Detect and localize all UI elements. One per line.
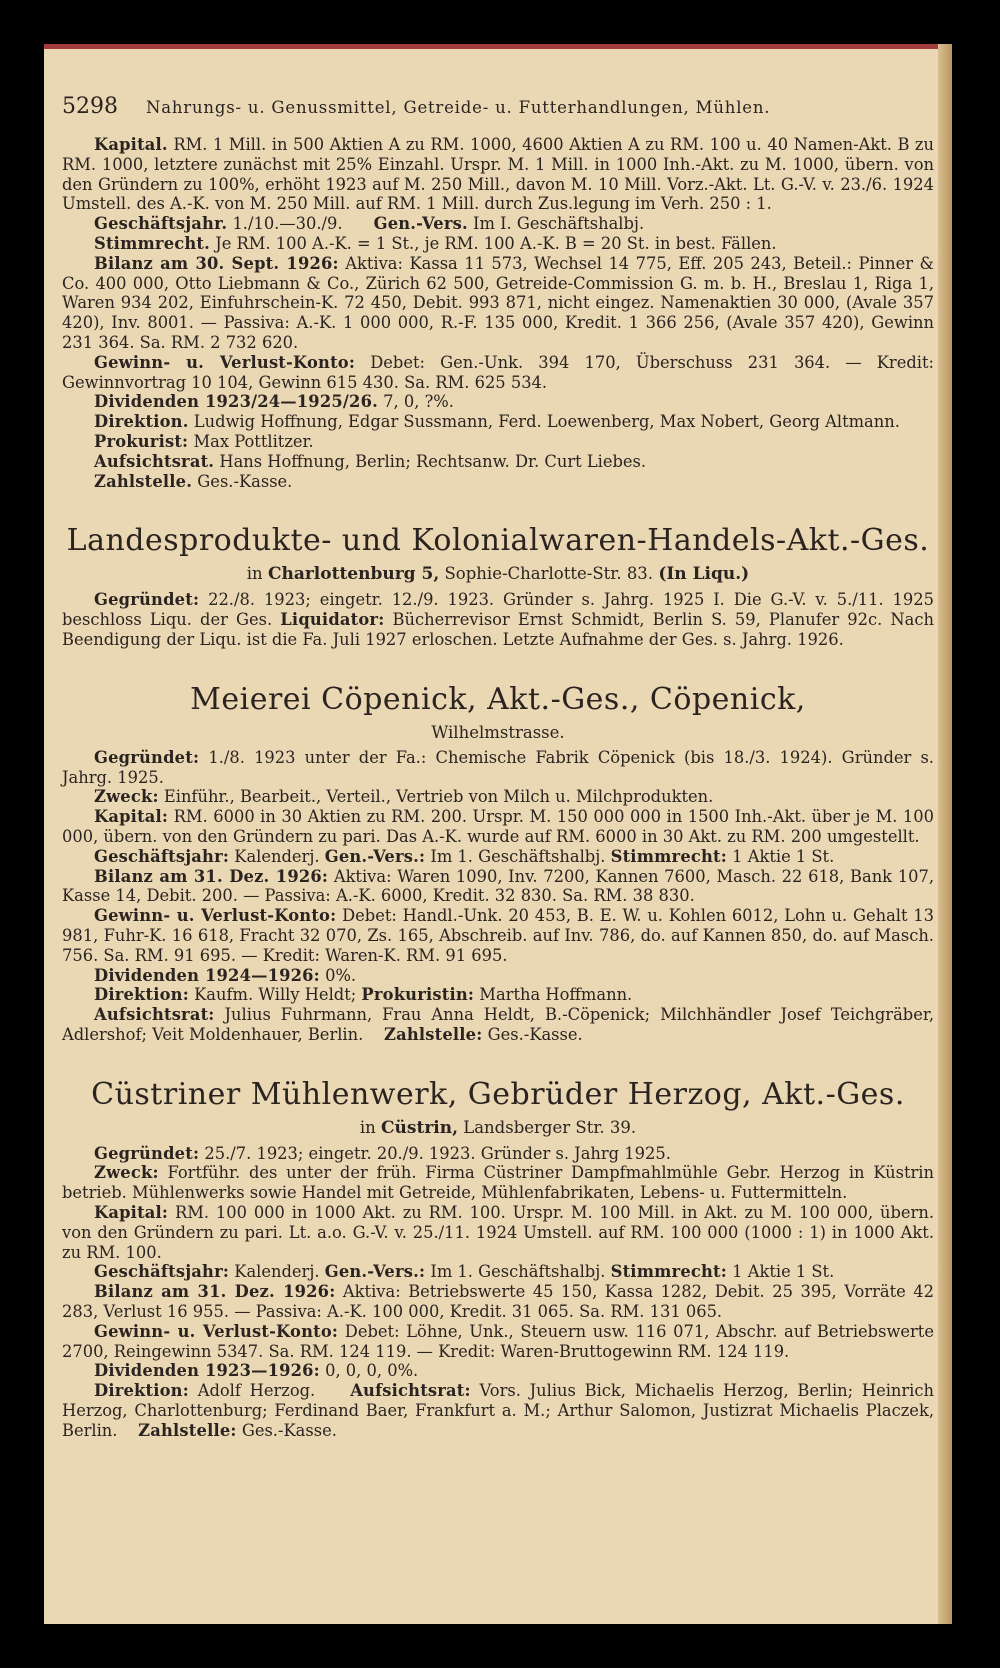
geschaeftsjahr-entry: Geschäftsjahr: Kalenderj. Gen.-Vers.: Im 1. Geschäftshalbj. Stimmrecht: 1 Aktie 1 St.	[94, 1262, 835, 1282]
running-title: Nahrungs- u. Genussmittel, Getreide- u. Futterhandlungen, Mühlen.	[146, 98, 771, 117]
binding-strip	[44, 44, 952, 49]
stimmrecht-entry: Stimmrecht. Je RM. 100 A.-K. = 1 St., je RM. 100 A.-K. B = 20 St. in best. Fällen.	[94, 233, 777, 253]
page-number: 5298	[62, 94, 118, 119]
direktion-entry: Direktion. Ludwig Hoffnung, Edgar Sussmann, Ferd. Loewenberg, Max Nobert, Georg Altmann.	[94, 412, 900, 432]
company-title: Cüstriner Mühlenwerk, Gebrüder Herzog, Akt.-Ges.	[91, 1076, 905, 1112]
company-address: in Charlottenburg 5, Sophie-Charlotte-Str. 83. (In Liqu.)	[246, 564, 750, 585]
guv-entry: Gewinn- u. Verlust-Konto: Debet: Löhne, Unk., Steuern usw. 116 071, Abschr. auf Betriebswerte 2700, Reingewinn 5347. Sa. RM. 124 119. — Kredit: Waren-Bruttogewinn RM. 124 119.	[62, 1321, 934, 1361]
zweck-entry: Zweck: Einführ., Bearbeit., Verteil., Vertrieb von Milch u. Milchprodukten.	[94, 787, 714, 807]
direktion-entry: Direktion: Kaufm. Willy Heldt; Prokuristin: Martha Hoffmann.	[94, 985, 633, 1005]
gegruendet-entry: Gegründet: 22./8. 1923; eingetr. 12./9. 1923. Gründer s. Jahrg. 1925 I. Die G.-V. v. 5./11. 1925 beschloss Liqu. der Ges. Liquidator: Bücherrevisor Ernst Schmidt, Berlin S. 59, Planufer 92c. Nach Beendigung der Liqu. ist die Fa. Juli 1927 erloschen. Letzte Aufnahme der Ges. s. Jahrg. 1926.	[62, 590, 934, 649]
zahlstelle-entry: Zahlstelle. Ges.-Kasse.	[94, 471, 293, 491]
dividenden-entry: Dividenden 1923/24—1925/26. 7, 0, ?%.	[94, 392, 454, 412]
scanned-page	[44, 44, 952, 1624]
aufsichtsrat-entry: Aufsichtsrat. Hans Hoffnung, Berlin; Rechtsanw. Dr. Curt Liebes.	[94, 451, 647, 471]
geschaeftsjahr-entry: Geschäftsjahr. 1./10.—30./9. Gen.-Vers. Im I. Geschäftshalbj.	[94, 214, 645, 234]
company-address: Wilhelmstrasse.	[431, 722, 565, 742]
direktion-entry: Direktion: Adolf Herzog. Aufsichtsrat: Vors. Julius Bick, Michaelis Herzog, Berlin; Heinrich Herzog, Charlottenburg; Ferdinand Baer, Frankfurt a. M.; Arthur Salomon, Justizrat Michaelis Placzek, Berlin. Zahlstelle: Ges.-Kasse.	[62, 1381, 934, 1440]
dividenden-entry: Dividenden 1923—1926: 0, 0, 0, 0%.	[94, 1361, 419, 1381]
page-edge	[938, 44, 952, 1624]
aufsichtsrat-entry: Aufsichtsrat: Julius Fuhrmann, Frau Anna Heldt, B.-Cöpenick; Milchhändler Josef Teichgräber, Adlershof; Veit Moldenhauer, Berlin. Zahlstelle: Ges.-Kasse.	[62, 1005, 934, 1044]
dividenden-entry: Dividenden 1924—1926: 0%.	[94, 965, 357, 985]
company-title: Meierei Cöpenick, Akt.-Ges., Cöpenick,	[190, 681, 806, 717]
zweck-entry: Zweck: Fortführ. des unter der früh. Firma Cüstriner Dampfmahlmühle Gebr. Herzog in Küstrin betrieb. Mühlenwerks sowie Handel mit Getreide, Mühlenfabrikaten, Lebens- u. Futtermitteln.	[62, 1163, 934, 1203]
company-title: Landesprodukte- und Kolonialwaren-Handels-Akt.-Ges.	[66, 523, 930, 559]
company-address: in Cüstrin, Landsberger Str. 39.	[359, 1117, 637, 1138]
geschaeftsjahr-entry: Geschäftsjahr: Kalenderj. Gen.-Vers.: Im 1. Geschäftshalbj. Stimmrecht: 1 Aktie 1 St.	[94, 846, 835, 866]
guv-entry: Gewinn- u. Verlust-Konto: Debet: Gen.-Unk. 394 170, Überschuss 231 364. — Kredit: Gewinnvortrag 10 104, Gewinn 615 430. Sa. RM. 625 534.	[62, 352, 934, 392]
gegruendet-entry: Gegründet: 25./7. 1923; eingetr. 20./9. 1923. Gründer s. Jahrg 1925.	[94, 1143, 671, 1163]
prokurist-entry: Prokurist: Max Pottlitzer.	[94, 431, 314, 451]
bilanz-entry: Bilanz am 30. Sept. 1926: Aktiva: Kassa 11 573, Wechsel 14 775, Eff. 205 243, Beteil.: Pinner & Co. 400 000, Otto Liebmann & Co., Zürich 62 500, Getreide-Commission G. m. b. H., Breslau 1, Riga 1, Waren 934 202, Einfuhrschein-K. 72 450, Debit. 993 871, nicht eingez. Namenaktien 30 000, (Avale 357 420), Inv. 8001. — Passiva: A.-K. 1 000 000, R.-F. 135 000, Kredit. 1 366 256, (Avale 357 420), Gewinn 231 364. Sa. RM. 2 732 620.	[62, 253, 934, 352]
gegruendet-entry: Gegründet: 1./8. 1923 unter der Fa.: Chemische Fabrik Cöpenick (bis 18./3. 1924). Gründer s. Jahrg. 1925.	[62, 747, 934, 787]
bilanz-entry: Bilanz am 31. Dez. 1926: Aktiva: Betriebswerte 45 150, Kassa 1282, Debit. 25 395, Vorräte 42 283, Verlust 16 955. — Passiva: A.-K. 100 000, Kredit. 31 065. Sa. RM. 131 065.	[62, 1282, 934, 1322]
page-content	[62, 94, 934, 1441]
bilanz-entry: Bilanz am 31. Dez. 1926: Aktiva: Waren 1090, Inv. 7200, Kannen 7600, Masch. 22 618, Bank 107, Kasse 14, Debit. 200. — Passiva: A.-K. 6000, Kredit. 32 830. Sa. RM. 38 830.	[62, 866, 934, 906]
guv-entry: Gewinn- u. Verlust-Konto: Debet: Handl.-Unk. 20 453, B. E. W. u. Kohlen 6012, Lohn u. Gehalt 13 981, Fuhr-K. 16 618, Fracht 32 070, Zs. 165, Abschreib. auf Inv. 786, do. auf Kannen 850, do. auf Masch. 756. Sa. RM. 91 695. — Kredit: Waren-K. RM. 91 695.	[62, 906, 934, 965]
running-header	[62, 94, 934, 119]
kapital-entry: Kapital: RM. 100 000 in 1000 Akt. zu RM. 100. Urspr. M. 100 Mill. in Akt. zu M. 100 000, übern. von den Gründern zu pari. Lt. a.o. G.-V. v. 25./11. 1924 Umstell. auf RM. 100 000 (1000 : 1) in 1000 Akt. zu RM. 100.	[62, 1203, 934, 1262]
kapital-entry: Kapital. RM. 1 Mill. in 500 Aktien A zu RM. 1000, 4600 Aktien A zu RM. 100 u. 40 Namen-Akt. B zu RM. 1000, letztere zunächst mit 25% Einzahl. Urspr. M. 1 Mill. in 1000 Inh.-Akt. zu M. 1000, übern. von den Gründern zu 100%, erhöht 1923 auf M. 250 Mill., davon M. 10 Mill. Vorz.-Akt. Lt. G.-V. v. 23./6. 1924 Umstell. des A.-K. von M. 250 Mill. auf RM. 1 Mill. durch Zus.legung im Verh. 250 : 1.	[62, 135, 934, 214]
kapital-entry: Kapital: RM. 6000 in 30 Aktien zu RM. 200. Urspr. M. 150 000 000 in 1500 Inh.-Akt. über je M. 100 000, übern. von den Gründern zu pari. Das A.-K. wurde auf RM. 6000 in 30 Akt. zu RM. 200 umgestellt.	[62, 807, 934, 846]
